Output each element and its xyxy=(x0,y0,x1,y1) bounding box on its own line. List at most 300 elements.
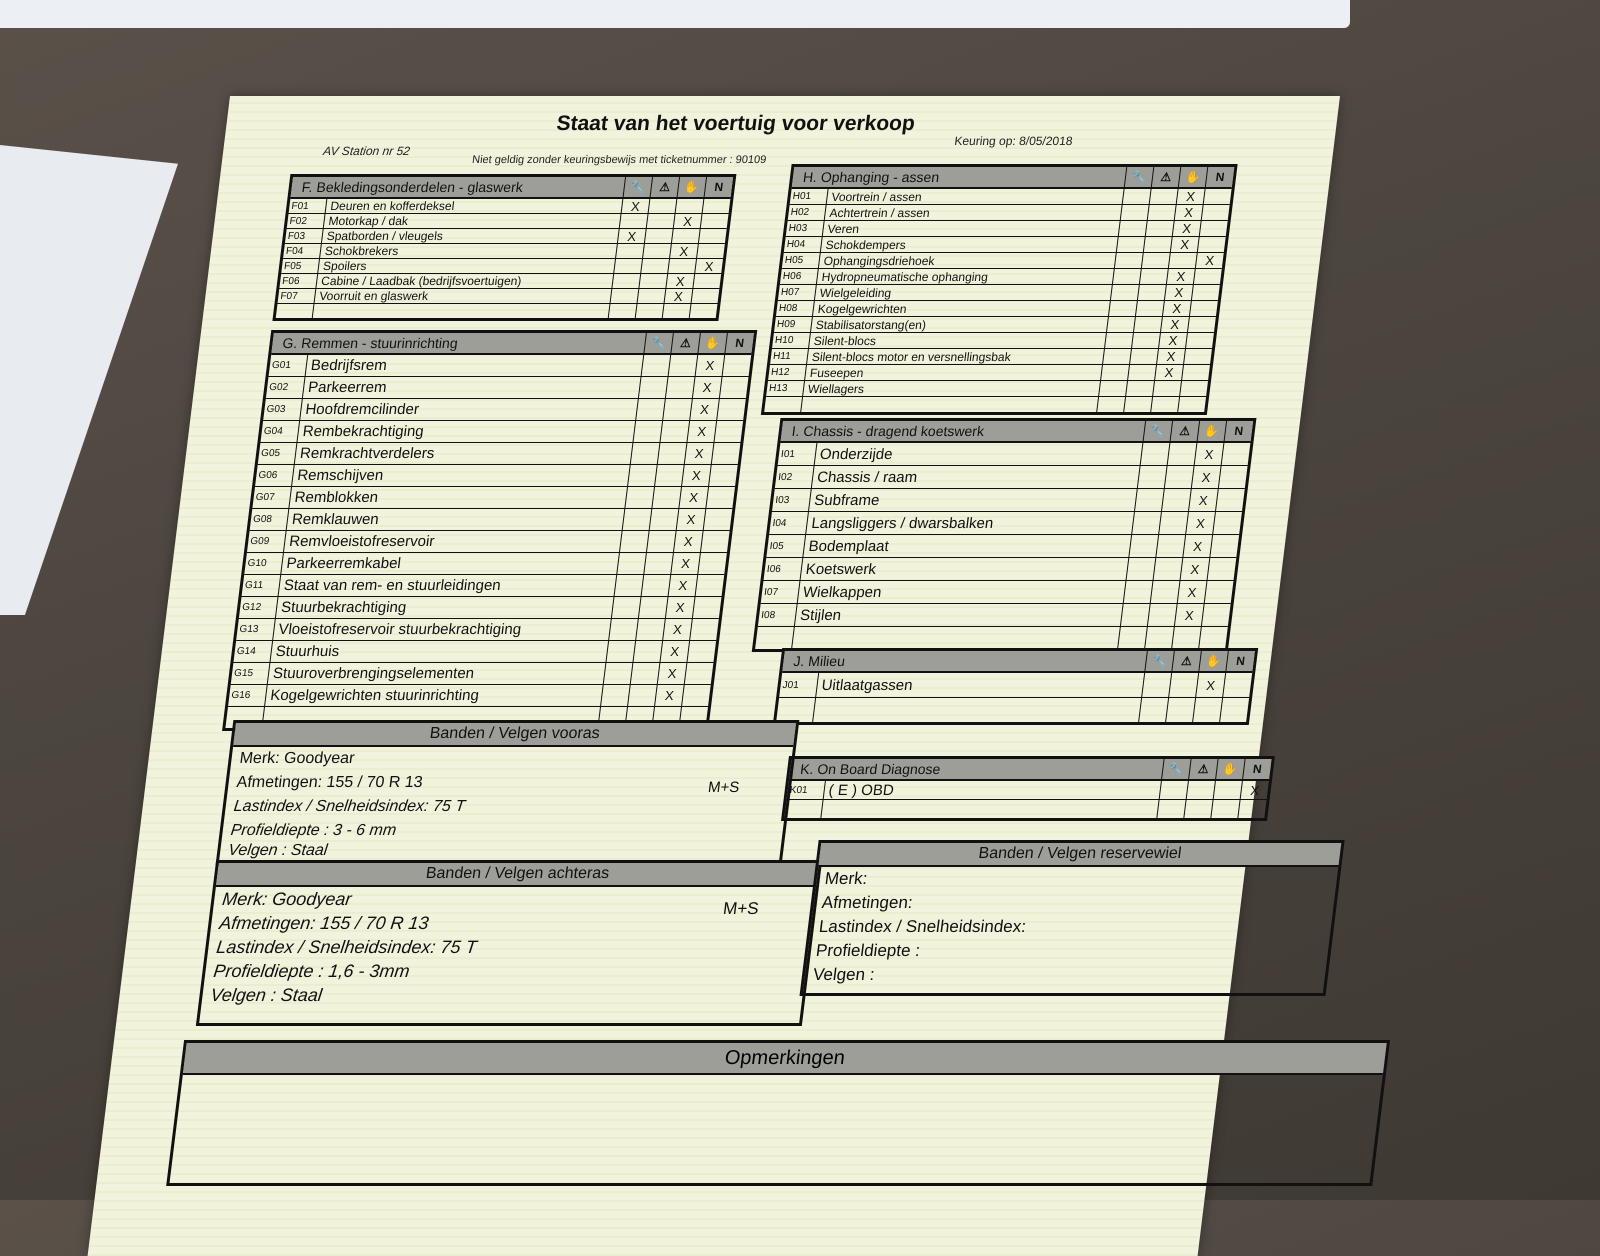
check-cell: X xyxy=(1176,189,1205,204)
row-code: I06 xyxy=(764,558,804,580)
row-label: ( E ) OBD xyxy=(827,781,895,799)
row-code: G14 xyxy=(234,641,274,662)
check-cell: X xyxy=(673,531,703,552)
check-cell xyxy=(1104,333,1133,348)
check-cell xyxy=(1137,466,1167,488)
row-code: H05 xyxy=(782,253,821,268)
section-i-header xyxy=(780,421,1253,443)
check-cell xyxy=(1131,512,1161,534)
row-label: Deuren en kofferdeksel xyxy=(329,199,456,213)
section-i-chassis xyxy=(752,418,1257,652)
section-f-header xyxy=(290,177,733,199)
check-cell xyxy=(630,663,660,684)
row-code: F03 xyxy=(285,229,324,243)
checklist-row xyxy=(768,365,1210,381)
row-label: Langsliggers / dwarsbalken xyxy=(810,514,995,532)
check-cell: X xyxy=(621,199,650,213)
row-code: G15 xyxy=(231,663,271,684)
check-cell xyxy=(1153,558,1183,580)
checklist-row xyxy=(285,229,727,244)
check-cell xyxy=(642,244,671,258)
check-cell xyxy=(1100,365,1129,380)
check-cell xyxy=(616,553,646,574)
check-cell xyxy=(1114,253,1143,268)
check-cell: X xyxy=(662,619,692,640)
check-cell: X xyxy=(1195,673,1225,697)
tires-spare-profiel: Profieldiepte : xyxy=(814,941,922,960)
check-cell xyxy=(1127,365,1156,380)
row-code: H02 xyxy=(788,205,827,220)
check-cell xyxy=(637,289,666,303)
check-cell xyxy=(1145,221,1174,236)
tires-rear-title: Banden / Velgen achteras xyxy=(216,863,819,887)
row-label: Schokbrekers xyxy=(324,244,400,258)
check-cell xyxy=(1159,781,1188,799)
check-cell: X xyxy=(664,289,693,303)
check-cell: X xyxy=(1174,604,1204,626)
row-label: Schokdempers xyxy=(824,237,907,252)
section-k-obd xyxy=(781,756,1275,821)
checklist-row xyxy=(233,641,716,663)
checklist-row xyxy=(231,663,714,685)
check-cell: X xyxy=(692,377,722,398)
check-cell xyxy=(1122,189,1151,204)
row-label: Stabilisatorstang(en) xyxy=(815,317,927,332)
check-cell xyxy=(638,377,668,398)
row-label: Silent-blocs xyxy=(813,333,877,348)
station-label: AV Station nr 52 xyxy=(322,144,411,158)
row-label xyxy=(801,397,1098,412)
check-cell xyxy=(630,443,660,464)
check-cell xyxy=(660,421,690,442)
check-cell: X xyxy=(657,663,687,684)
check-cell xyxy=(684,663,714,684)
row-code: G02 xyxy=(266,377,306,398)
check-cell: X xyxy=(1191,466,1221,488)
check-cell xyxy=(1102,349,1131,364)
check-cell: X xyxy=(660,641,690,662)
row-label: Chassis / raam xyxy=(816,468,919,486)
check-cell: X xyxy=(1164,285,1193,300)
check-cell xyxy=(1131,333,1160,348)
check-cell xyxy=(1144,627,1174,649)
checklist-row xyxy=(279,274,721,289)
check-cell xyxy=(1140,443,1170,465)
row-label: Bodemplaat xyxy=(807,537,890,555)
row-code: H01 xyxy=(790,189,829,204)
row-label: Fuseepen xyxy=(809,365,865,380)
section-i-title: I. Chassis - dragend koetswerk xyxy=(790,423,986,439)
check-cell xyxy=(1143,237,1172,252)
check-cell xyxy=(1203,189,1232,204)
check-cell xyxy=(619,214,648,228)
row-label: Bedrijfsrem xyxy=(309,357,388,374)
checklist-row xyxy=(228,685,711,707)
empty-row xyxy=(755,627,1228,649)
row-code: G16 xyxy=(228,685,268,706)
checklist-row xyxy=(779,673,1252,698)
check-cell xyxy=(722,355,752,376)
check-cell xyxy=(1106,317,1135,332)
checklist-row xyxy=(772,333,1214,349)
row-code: G11 xyxy=(242,575,282,596)
row-label: Veren xyxy=(826,221,860,236)
check-cell xyxy=(1135,301,1164,316)
check-cell xyxy=(1150,397,1179,412)
check-cell: X xyxy=(1185,512,1215,534)
checklist-row xyxy=(790,189,1232,205)
empty-row xyxy=(776,698,1249,722)
check-cell xyxy=(1221,443,1251,465)
check-cell xyxy=(627,465,657,486)
check-cell: X xyxy=(1170,237,1199,252)
tires-rear-velgen: Velgen : Staal xyxy=(209,985,324,1005)
check-cell xyxy=(1168,673,1198,697)
row-label: Spoilers xyxy=(322,259,368,273)
row-code: H13 xyxy=(766,381,805,396)
opmerkingen-box xyxy=(166,1040,1390,1186)
row-label: Kogelgewrichten xyxy=(817,301,908,316)
section-j-title: J. Milieu xyxy=(792,653,846,669)
check-cell xyxy=(692,274,721,288)
row-label: Remklauwen xyxy=(290,511,380,528)
check-cell xyxy=(1149,189,1178,204)
check-cell xyxy=(689,304,718,318)
checklist-row xyxy=(283,244,725,259)
section-j-milieu xyxy=(773,648,1258,725)
empty-row xyxy=(276,304,718,318)
check-cell: X xyxy=(1160,317,1189,332)
row-code: I08 xyxy=(758,604,798,626)
tires-front-ms: M+S xyxy=(707,779,741,796)
row-code: H12 xyxy=(768,365,807,380)
check-cell xyxy=(1150,581,1180,603)
checklist-row xyxy=(258,443,741,465)
check-cell: X xyxy=(673,214,702,228)
check-cell xyxy=(1222,673,1252,697)
check-cell xyxy=(665,377,695,398)
check-cell xyxy=(654,465,684,486)
row-label: Stijlen xyxy=(799,606,843,624)
check-cell xyxy=(667,259,696,273)
ticket-notice: Niet geldig zonder keuringsbewijs met ticketnummer : 90109 xyxy=(471,154,767,166)
row-code: G03 xyxy=(263,399,303,420)
tires-spare-velgen: Velgen : xyxy=(811,965,876,984)
check-cell xyxy=(1197,237,1226,252)
row-label: Remvloeistofreservoir xyxy=(288,533,436,550)
row-label: Silent-blocs motor en versnellingsbak xyxy=(811,349,1012,364)
check-cell xyxy=(611,597,641,618)
row-label: Ophangingsdriehoek xyxy=(822,253,936,268)
row-code: K01 xyxy=(787,781,826,799)
checklist-row xyxy=(772,489,1245,512)
check-cell xyxy=(1139,269,1168,284)
checklist-row xyxy=(775,466,1248,489)
check-cell xyxy=(1152,381,1181,396)
check-cell xyxy=(1126,558,1156,580)
check-cell: X xyxy=(1158,333,1187,348)
row-label: Spatborden / vleugels xyxy=(325,229,444,243)
empty-row xyxy=(784,800,1266,818)
row-label: Remschijven xyxy=(296,467,385,484)
check-cell xyxy=(1125,381,1154,396)
check-cell xyxy=(1133,317,1162,332)
row-label: Vloeistofreservoir stuurbekrachtiging xyxy=(277,621,523,638)
tires-front-velgen: Velgen : Staal xyxy=(227,842,329,859)
check-cell xyxy=(1189,301,1218,316)
row-label: Parkeerrem xyxy=(307,379,388,396)
checklist-row xyxy=(763,558,1236,581)
section-g-header xyxy=(271,333,754,355)
check-cell xyxy=(1156,800,1185,818)
row-code: I01 xyxy=(778,443,818,465)
check-cell xyxy=(646,214,675,228)
row-label: Remkrachtverdelers xyxy=(299,445,436,462)
check-cell xyxy=(1155,535,1185,557)
row-label: Koetswerk xyxy=(804,560,877,578)
row-code: H10 xyxy=(772,333,811,348)
check-cell xyxy=(691,289,720,303)
warning-icon: ⚠ xyxy=(670,333,699,353)
warning-icon: ⚠ xyxy=(1151,167,1180,187)
row-label xyxy=(821,800,1158,818)
tires-rear-merk: Merk: Goodyear xyxy=(221,889,353,909)
check-cell xyxy=(716,399,746,420)
tires-rear-profiel: Profieldiepte : 1,6 - 3mm xyxy=(212,961,411,981)
check-cell: X xyxy=(676,509,706,530)
check-cell xyxy=(608,304,637,318)
checklist-row xyxy=(287,214,729,229)
n-column-label: N xyxy=(1242,759,1271,779)
check-cell xyxy=(638,597,668,618)
hand-icon: ✋ xyxy=(1197,421,1226,441)
check-cell xyxy=(1120,205,1149,220)
check-cell xyxy=(1191,285,1220,300)
checklist-row xyxy=(277,289,719,304)
hand-icon: ✋ xyxy=(1215,759,1244,779)
check-cell xyxy=(1164,466,1194,488)
row-label: Parkeerremkabel xyxy=(285,555,402,572)
check-cell xyxy=(611,274,640,288)
checklist-row xyxy=(255,465,738,487)
checklist-row xyxy=(788,205,1230,221)
row-label xyxy=(792,627,1120,649)
check-cell: X xyxy=(669,244,698,258)
wrench-icon: 🔧 xyxy=(1124,167,1153,187)
row-label: Cabine / Laadbak (bedrijfsvoertuigen) xyxy=(320,274,523,288)
warning-icon: ⚠ xyxy=(1171,651,1200,671)
background-paper-left xyxy=(0,145,178,615)
row-code: H08 xyxy=(776,301,815,316)
check-cell: X xyxy=(670,553,700,574)
check-cell xyxy=(622,509,652,530)
row-label: Voortrein / assen xyxy=(830,189,923,204)
row-label: Stuurhuis xyxy=(274,643,341,660)
tires-rear-lastindex: Lastindex / Snelheidsindex: 75 T xyxy=(215,937,478,957)
row-code: I07 xyxy=(761,581,801,603)
warning-icon: ⚠ xyxy=(1188,759,1217,779)
row-label: Wielgeleiding xyxy=(819,285,893,300)
checklist-row xyxy=(770,349,1212,365)
check-cell: X xyxy=(694,259,723,273)
check-cell xyxy=(671,229,700,243)
check-cell xyxy=(635,619,665,640)
row-code: G05 xyxy=(258,443,298,464)
hand-icon: ✋ xyxy=(1178,167,1207,187)
check-cell xyxy=(1098,381,1127,396)
row-code: H03 xyxy=(786,221,825,236)
n-column-label: N xyxy=(704,177,733,197)
check-cell xyxy=(633,641,663,662)
n-column-label: N xyxy=(1225,651,1254,671)
row-code: F06 xyxy=(279,274,318,288)
check-cell: X xyxy=(1195,253,1224,268)
row-code: G07 xyxy=(252,487,292,508)
check-cell: X xyxy=(617,229,646,243)
checklist-row xyxy=(289,199,731,214)
row-label: Subframe xyxy=(813,491,881,509)
section-f-title: F. Bekledingsonderdelen - glaswerk xyxy=(300,179,524,195)
row-label: Hydropneumatische ophanging xyxy=(820,269,989,284)
row-code: H09 xyxy=(774,317,813,332)
check-cell xyxy=(1158,512,1188,534)
row-code: G08 xyxy=(250,509,290,530)
check-cell xyxy=(705,487,735,508)
row-code: H06 xyxy=(780,269,819,284)
check-cell xyxy=(662,399,692,420)
check-cell: X xyxy=(678,487,708,508)
section-k-header xyxy=(789,759,1272,781)
checklist-row xyxy=(766,381,1208,397)
check-cell: X xyxy=(1172,221,1201,236)
check-cell xyxy=(640,259,669,273)
check-cell xyxy=(638,274,667,288)
check-cell xyxy=(1186,781,1215,799)
check-cell xyxy=(1123,397,1152,412)
check-cell xyxy=(700,531,730,552)
row-code: F01 xyxy=(289,199,328,213)
checklist-row xyxy=(268,355,751,377)
checklist-row xyxy=(260,421,743,443)
wrench-icon: 🔧 xyxy=(1143,421,1172,441)
checklist-row xyxy=(778,285,1220,301)
check-cell xyxy=(692,597,722,618)
row-code: H04 xyxy=(784,237,823,252)
row-label: Wielkappen xyxy=(802,583,883,601)
check-cell xyxy=(695,575,725,596)
check-cell xyxy=(1181,365,1210,380)
row-code xyxy=(784,800,823,818)
row-code: I04 xyxy=(769,512,809,534)
row-label: Motorkap / dak xyxy=(327,214,409,228)
tires-rear-afmetingen: Afmetingen: 155 / 70 R 13 xyxy=(218,913,430,933)
check-cell xyxy=(702,199,731,213)
check-cell xyxy=(1177,397,1206,412)
tires-spare-merk: Merk: xyxy=(823,869,869,888)
checklist-row xyxy=(769,512,1242,535)
check-cell xyxy=(1198,627,1228,649)
section-j-header xyxy=(782,651,1255,673)
row-code xyxy=(764,397,803,412)
hand-icon: ✋ xyxy=(697,333,726,353)
check-cell xyxy=(644,229,673,243)
check-cell: X xyxy=(684,443,714,464)
row-code xyxy=(755,627,795,649)
check-cell xyxy=(619,531,649,552)
page-title: Staat van het voertuig voor verkoop xyxy=(555,112,917,135)
check-cell xyxy=(1201,205,1230,220)
check-cell xyxy=(1118,221,1147,236)
check-cell xyxy=(1120,604,1150,626)
check-cell: X xyxy=(695,355,725,376)
hand-icon: ✋ xyxy=(677,177,706,197)
check-cell xyxy=(700,214,729,228)
check-cell xyxy=(641,355,671,376)
check-cell xyxy=(687,641,717,662)
check-cell xyxy=(641,575,671,596)
check-cell xyxy=(1207,558,1237,580)
row-code: G06 xyxy=(255,465,295,486)
check-cell xyxy=(1219,698,1249,722)
checklist-row xyxy=(786,221,1228,237)
checklist-row xyxy=(252,487,735,509)
check-cell xyxy=(603,663,633,684)
section-h-header xyxy=(792,167,1235,189)
row-label: Uitlaatgassen xyxy=(820,676,914,694)
check-cell xyxy=(711,443,741,464)
tires-spare-title: Banden / Velgen reservewiel xyxy=(818,843,1341,867)
row-label xyxy=(813,698,1141,722)
row-code: F02 xyxy=(287,214,326,228)
background-paper-top xyxy=(0,0,1350,28)
section-k-title: K. On Board Diagnose xyxy=(799,761,942,777)
row-code xyxy=(776,698,816,722)
check-cell xyxy=(1183,349,1212,364)
check-cell: X xyxy=(1180,558,1210,580)
row-code: H11 xyxy=(770,349,809,364)
check-cell xyxy=(1110,285,1139,300)
check-cell xyxy=(703,509,733,530)
check-cell xyxy=(1209,535,1239,557)
check-cell xyxy=(1112,269,1141,284)
check-cell xyxy=(1137,285,1166,300)
row-label xyxy=(313,304,610,318)
wrench-icon: 🔧 xyxy=(623,177,652,197)
row-label: Stuurbekrachtiging xyxy=(280,599,408,616)
check-cell xyxy=(1165,698,1195,722)
row-code: F05 xyxy=(281,259,320,273)
empty-row xyxy=(764,397,1206,412)
check-cell xyxy=(627,685,657,706)
row-code: H07 xyxy=(778,285,817,300)
row-label: Rembekrachtiging xyxy=(301,423,425,440)
check-cell xyxy=(708,465,738,486)
check-cell xyxy=(624,487,654,508)
check-cell: X xyxy=(1166,269,1195,284)
check-cell xyxy=(633,421,663,442)
check-cell xyxy=(635,304,664,318)
check-cell xyxy=(1193,269,1222,284)
tires-rear-box xyxy=(196,860,822,1026)
tires-front-box xyxy=(215,720,799,866)
checklist-row xyxy=(782,253,1224,269)
row-label: Kogelgewrichten stuurinrichting xyxy=(269,687,480,704)
n-column-label: N xyxy=(724,333,753,353)
tires-front-lastindex: Lastindex / Snelheidsindex: 75 T xyxy=(232,798,467,815)
check-cell xyxy=(606,641,636,662)
row-label: Staat van rem- en stuurleidingen xyxy=(282,577,502,594)
check-cell: X xyxy=(654,685,684,706)
